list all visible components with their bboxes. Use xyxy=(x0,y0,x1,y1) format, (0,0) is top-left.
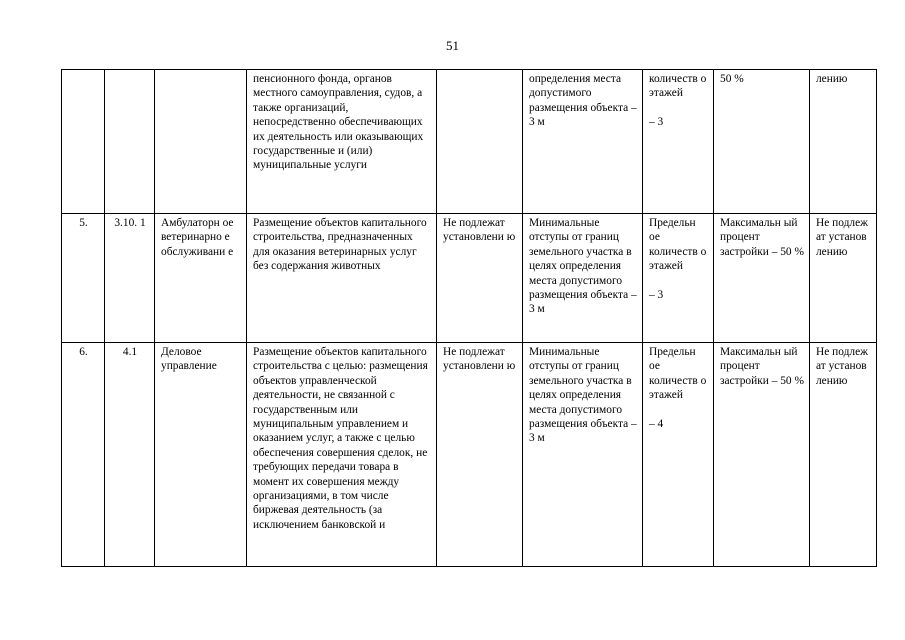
floors-label: Предельн ое количеств о этажей xyxy=(649,346,707,402)
floors-value: – 4 xyxy=(649,417,664,430)
floors-value: – 3 xyxy=(649,115,664,128)
use-description-cell: пенсионного фонда, органов местного самоуправления, судов, а также организаций, непосредственно обеспечивающих их деятельность или оказывающих государственные и (или) муниципальные услуги xyxy=(247,70,437,214)
table-row xyxy=(62,343,877,567)
other-params-cell: Не подлеж ат установ лению xyxy=(810,214,877,343)
plot-area-cell xyxy=(437,70,523,214)
use-name-cell: Деловое управление xyxy=(155,343,247,567)
row-number-cell xyxy=(62,70,105,214)
other-params-cell: Не подлеж ат установ лению xyxy=(810,343,877,567)
row-number-cell: 6. xyxy=(62,343,105,567)
use-name-cell: Амбулаторн ое ветеринарно е обслуживани е xyxy=(155,214,247,343)
floors-cell xyxy=(643,214,714,343)
plot-area-cell: Не подлежат установлени ю xyxy=(437,343,523,567)
floors-cell xyxy=(643,343,714,567)
use-name-cell xyxy=(155,70,247,214)
use-code-cell: 4.1 xyxy=(105,343,155,567)
land-use-regulations-table xyxy=(61,69,877,567)
coverage-cell: Максимальн ый процент застройки – 50 % xyxy=(714,343,810,567)
page-number: 51 xyxy=(446,38,459,53)
floors-label: Предельн ое количеств о этажей xyxy=(649,217,707,273)
floors-value: – 3 xyxy=(649,288,664,301)
row-number-cell: 5. xyxy=(62,214,105,343)
use-description-cell: Размещение объектов капитального строительства с целью: размещения объектов управленческой деятельности, не связанной с государственным или муниципальным управлением и оказанием услуг, а также с целью обеспечения совершения сделок, не требующих передачи товара в момент их совершения между организациями, в том числе биржевая деятельность (за исключением банковской и xyxy=(247,343,437,567)
coverage-cell: 50 % xyxy=(714,70,810,214)
setbacks-cell: определения места допустимого размещения объекта – 3 м xyxy=(523,70,643,214)
plot-area-cell: Не подлежат установлени ю xyxy=(437,214,523,343)
coverage-cell: Максимальн ый процент застройки – 50 % xyxy=(714,214,810,343)
other-params-cell: лению xyxy=(810,70,877,214)
floors-label: количеств о этажей xyxy=(649,73,707,100)
table-row xyxy=(62,214,877,343)
setbacks-cell: Минимальные отступы от границ земельного участка в целях определения места допустимого размещения объекта – 3 м xyxy=(523,343,643,567)
floors-cell xyxy=(643,70,714,214)
use-code-cell: 3.10. 1 xyxy=(105,214,155,343)
table-row xyxy=(62,70,877,214)
use-description-cell: Размещение объектов капитального строительства, предназначенных для оказания ветеринарных услуг без содержания животных xyxy=(247,214,437,343)
setbacks-cell: Минимальные отступы от границ земельного участка в целях определения места допустимого размещения объекта – 3 м xyxy=(523,214,643,343)
use-code-cell xyxy=(105,70,155,214)
